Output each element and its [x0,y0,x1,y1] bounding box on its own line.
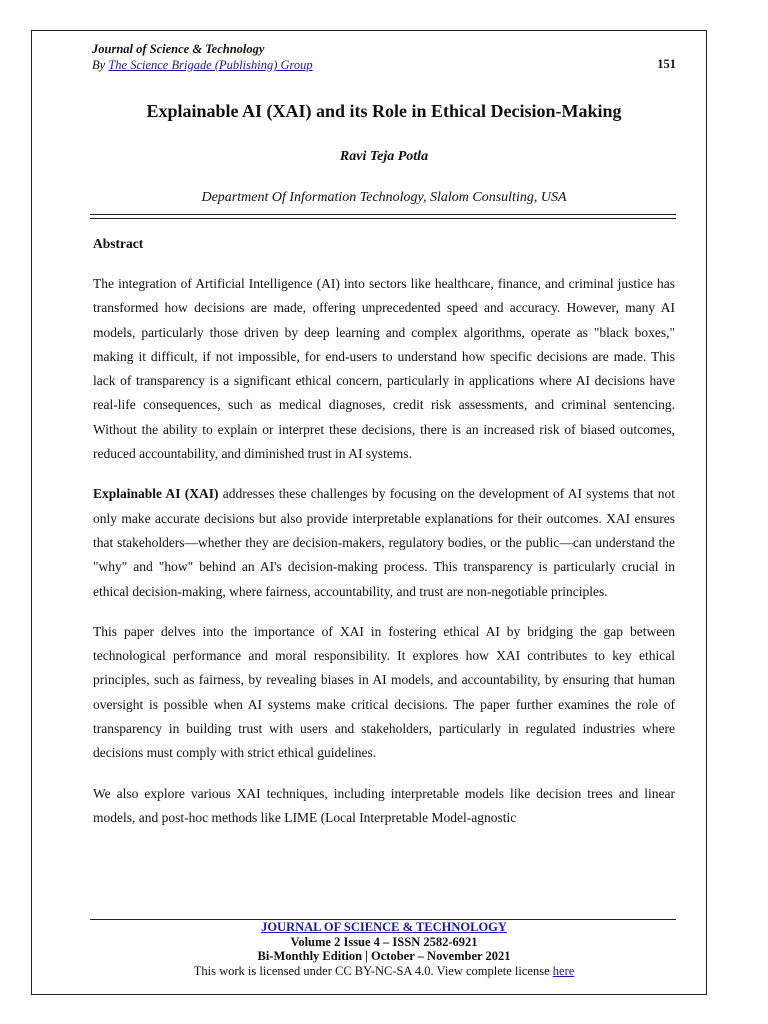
abstract-paragraph-1: The integration of Artificial Intelligence (AI) into sectors like healthcare, finance, and criminal justice has transformed how decisions are made, offering unprecedented speed and accuracy. However, many AI models, particularly those driven by deep learning and complex algorithms, operate as "black boxes," making it difficult, if not impossible, for end-users to understand how specific decisions are made. This lack of transparency is a significant ethical concern, particularly in applications where AI decisions have real-life consequences, such as medical diagnoses, credit risk assessments, and criminal sentencing. Without the ability to explain or interpret these decisions, there is an increased risk of biased outcomes, reduced accountability, and diminished trust in AI systems. [93,276,675,462]
journal-name: Journal of Science & Technology [92,42,265,56]
footer-license [92,964,676,979]
license-text: This work is licensed under CC BY-NC-SA 4.0. View complete license [193,963,553,978]
running-header [92,41,676,73]
xai-term: Explainable AI (XAI) [93,486,219,502]
abstract-paragraph-2 [93,482,675,603]
abstract-paragraph-2-text: addresses these challenges by focusing on the development of AI systems that not only make accurate decisions but also provide interpretable explanations for their outcomes. XAI ensures that stakeholders—whether they are decision-makers, regulatory bodies, or the public—can understand the "why" and "how" behind an AI's decision-making process. This transparency is particularly crucial in ethical decision-making, where fairness, accountability, and trust are non-negotiable principles. [93,486,676,599]
abstract-paragraph-3: This paper delves into the importance of XAI in fostering ethical AI by bridging the gap between technological performance and moral responsibility. It explores how XAI contributes to key ethical principles, such as fairness, by revealing biases in AI models, and accountability, by ensuring that human oversight is possible when AI systems make critical decisions. The paper further examines the role of transparency in building trust with users and stakeholders, particularly in regulated industries where decisions must comply with strict ethical guidelines. [93,623,675,761]
header-divider-bottom [90,218,676,219]
header-divider-top [90,214,676,215]
footer-edition: Bi-Monthly Edition | October – November 2021 [257,949,511,963]
abstract-paragraph-4: We also explore various XAI techniques, including interpretable models like decision trees and linear models, and post-hoc methods like LIME (Local Interpretable Model-agnostic [93,785,675,825]
footer-volume: Volume 2 Issue 4 – ISSN 2582-6921 [290,934,478,949]
page-footer [92,920,676,978]
footer-journal-link[interactable]: JOURNAL OF SCIENCE & TECHNOLOGY [261,920,507,934]
author-name: Ravi Teja Potla [339,149,429,164]
page-number: 151 [657,57,676,71]
abstract-heading: Abstract [93,236,144,251]
publisher-link[interactable]: The Science Brigade (Publishing) Group [108,58,313,72]
by-prefix: By [92,58,109,72]
license-link[interactable]: here [552,963,575,978]
article-title: Explainable AI (XAI) and its Role in Ethical Decision-Making [146,101,622,121]
publisher-line [92,57,676,73]
abstract-body [93,272,675,846]
author-affiliation: Department Of Information Technology, Slalom Consulting, USA [201,190,567,205]
